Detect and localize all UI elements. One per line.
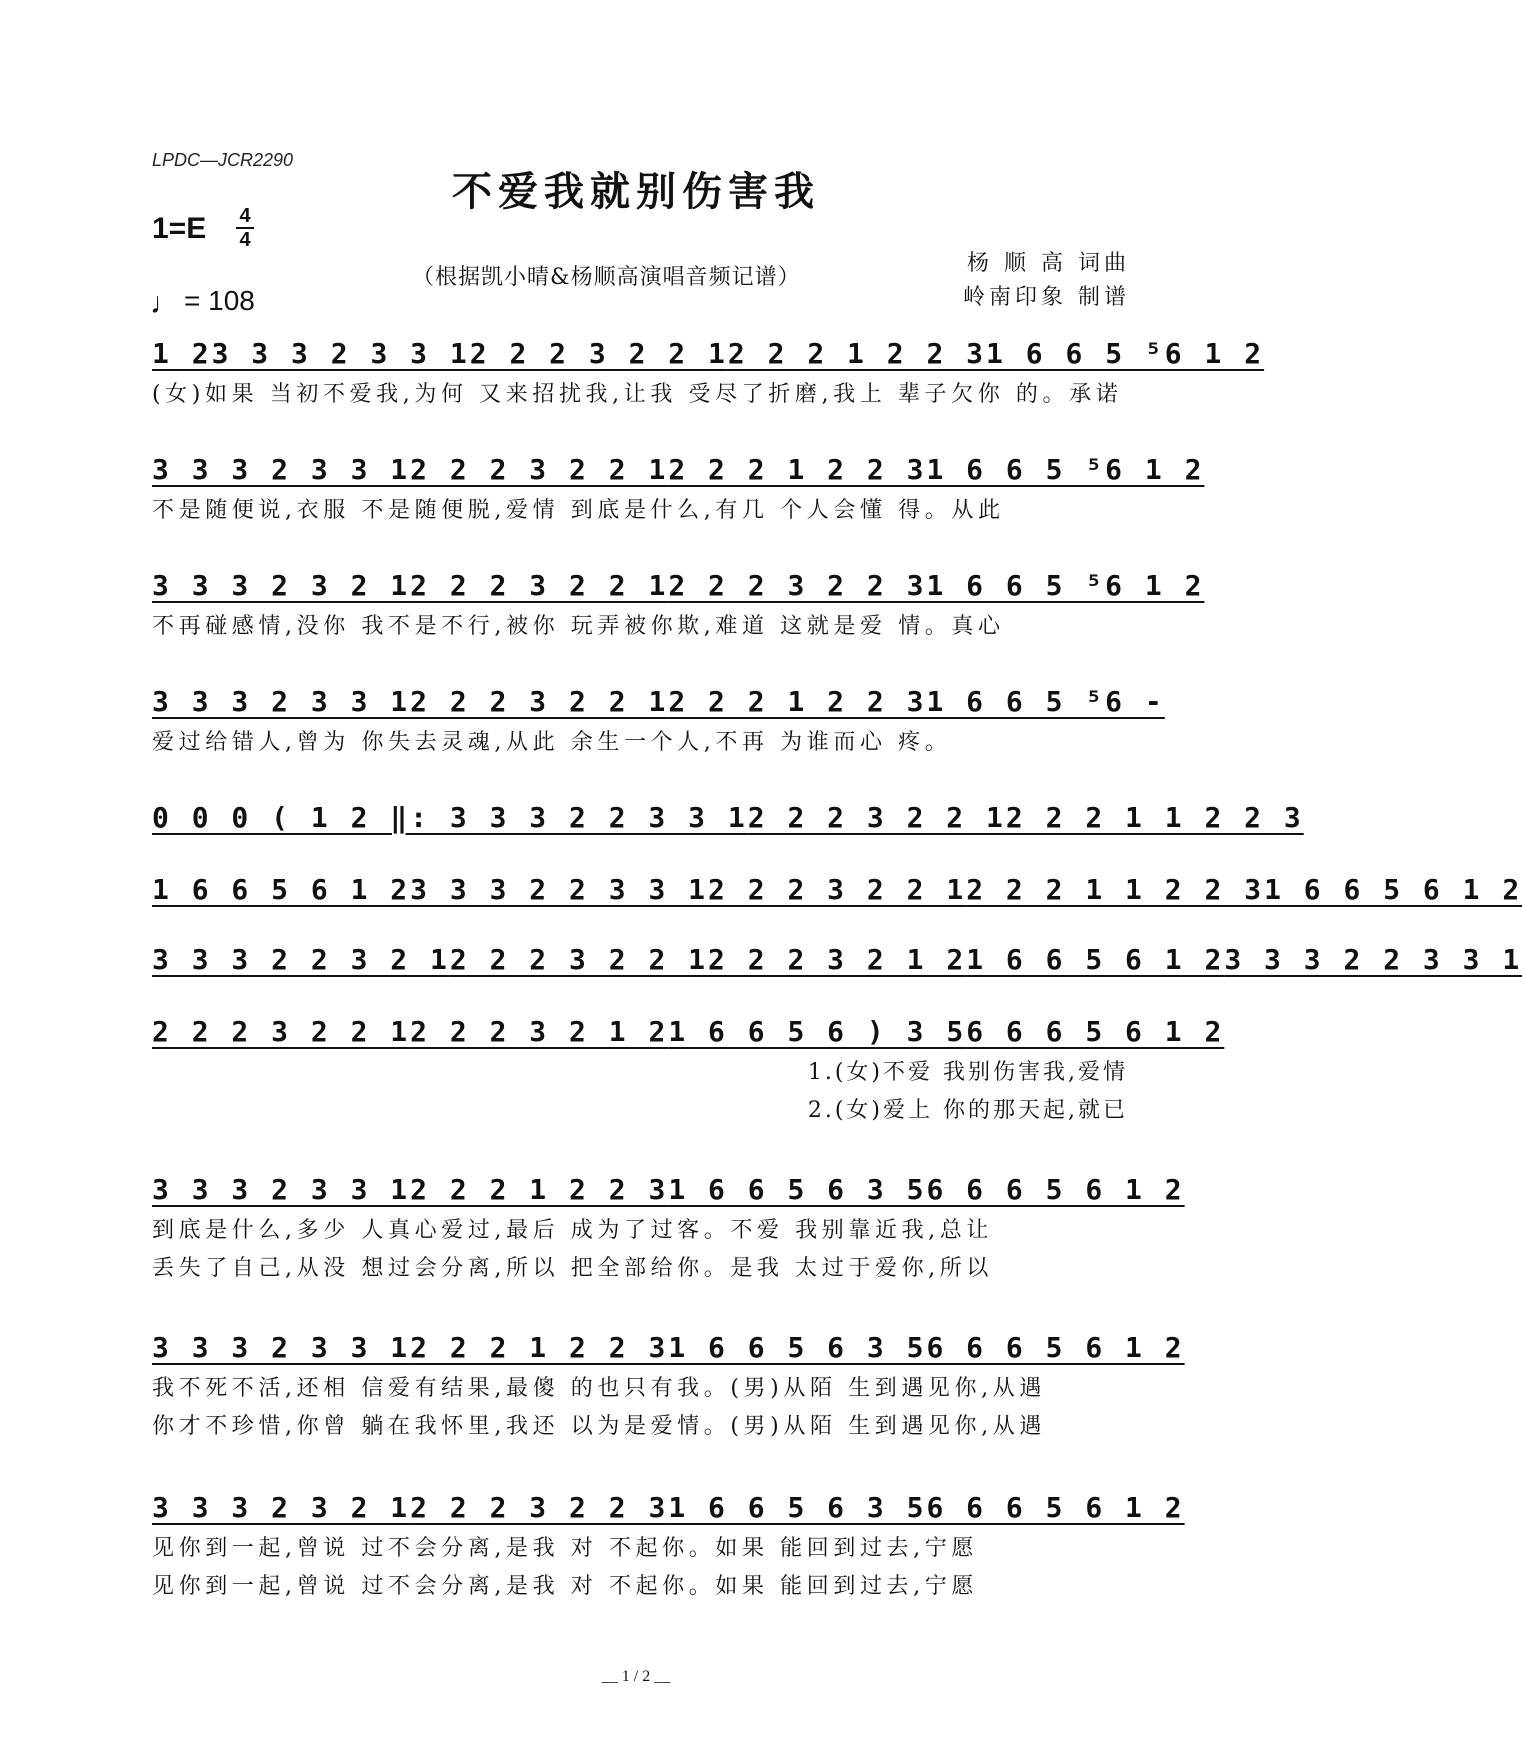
lyric-line: 见你到一起,曾说 过不会分离,是我 对 不起你。如果 能回到过去,宁愿 bbox=[152, 1536, 978, 1561]
measure: 1 6 6 5 6 1 2 bbox=[1264, 872, 1522, 906]
lyric-line: 见你到一起,曾说 过不会分离,是我 对 不起你。如果 能回到过去,宁愿 bbox=[152, 1574, 978, 1599]
measure: 3 3 3 2 2 3 3 1 bbox=[410, 872, 709, 906]
notation-line bbox=[152, 1008, 1225, 1054]
score-system bbox=[152, 1484, 1185, 1606]
lyric-line: 你才不珍惜,你曾 躺在我怀里,我还 以为是爱情。(男)从陌 生到遇见你,从遇 bbox=[152, 1414, 1046, 1439]
measure: 1 6 6 5 ⁵6 1 2 bbox=[926, 568, 1205, 602]
measure: 3 3 3 2 3 3 1 bbox=[152, 1330, 411, 1364]
lyric-line: 不是随便说,衣服 不是随便脱,爱情 到底是什么,有几 个人会懂 得。从此 bbox=[152, 498, 1005, 523]
lyric-line: 丢失了自己,从没 想过会分离,所以 把全部给你。是我 太过于爱你,所以 bbox=[152, 1256, 993, 1281]
meter-bottom: 4 bbox=[239, 229, 251, 251]
song-title: 不爱我就别伤害我 bbox=[452, 168, 820, 215]
score-system bbox=[152, 1324, 1185, 1446]
subtitle: （根据凯小晴&杨顺高演唱音频记谱） bbox=[412, 265, 801, 290]
measure: 3 3 3 2 3 2 1 bbox=[152, 1490, 411, 1524]
credit-lyrics: 杨 顺 高 词曲 bbox=[967, 251, 1130, 276]
measure: 2 2 2 3 2 2 3 bbox=[668, 568, 927, 602]
measure: 3 3 3 2 3 3 1 bbox=[211, 336, 470, 370]
notation-line bbox=[152, 936, 1522, 982]
score-system bbox=[152, 1008, 1225, 1130]
measure: 2 2 2 3 2 2 1 bbox=[410, 452, 669, 486]
measure: 2 2 2 3 2 2 1 bbox=[449, 942, 709, 976]
measure: 3 3 3 2 2 3 3 1 bbox=[1224, 942, 1522, 976]
measure: 2 2 2 3 2 2 1 bbox=[747, 800, 1006, 834]
measure: 2 2 2 1 2 2 3 bbox=[410, 1330, 669, 1364]
credit-score: 岭南印象 制谱 bbox=[963, 285, 1130, 310]
notation-line bbox=[152, 446, 1205, 492]
score-system bbox=[152, 330, 1265, 414]
notation-line bbox=[152, 1166, 1185, 1212]
measure: 2 2 2 3 2 2 3 bbox=[410, 1490, 669, 1524]
measure: 6 6 6 5 6 1 2 bbox=[926, 1172, 1185, 1206]
score-system bbox=[152, 678, 1165, 762]
notation-line bbox=[152, 678, 1165, 724]
measure: 2 2 2 3 2 2 1 bbox=[410, 568, 669, 602]
measure: 2 2 2 1 1 2 2 3 bbox=[1005, 800, 1304, 834]
measure: 3 3 3 2 3 2 1 bbox=[152, 568, 411, 602]
measure: 2 2 2 3 2 1 2 bbox=[708, 942, 967, 976]
tempo-value: = 108 bbox=[184, 285, 255, 316]
measure: 6 6 6 5 6 1 2 bbox=[966, 1014, 1225, 1048]
measure: 2 2 2 1 1 2 2 3 bbox=[966, 872, 1265, 906]
notation-line bbox=[152, 562, 1205, 608]
measure: 2 2 2 3 2 1 2 bbox=[410, 1014, 669, 1048]
measure: 2 2 2 3 2 2 1 bbox=[410, 684, 669, 718]
measure: 1 2 bbox=[152, 336, 212, 370]
score-system bbox=[152, 794, 1304, 840]
measure: 3 3 3 2 3 3 1 bbox=[152, 684, 411, 718]
meter-top: 4 bbox=[239, 205, 251, 227]
page-number: __ 1 / 2 __ bbox=[601, 1668, 671, 1685]
measure: 0 0 0 ( 1 2 ‖: 3 3 3 2 2 3 3 1 bbox=[152, 800, 748, 834]
score-system bbox=[152, 446, 1205, 530]
measure: 1 6 6 5 6 3 5 bbox=[668, 1330, 927, 1364]
lyric-line: 1.(女)不爱 我别伤害我,爱情 bbox=[807, 1060, 1128, 1085]
measure: 2 2 2 1 2 2 3 bbox=[668, 684, 927, 718]
measure: 1 6 6 5 6 1 2 bbox=[152, 872, 411, 906]
notation-line bbox=[152, 330, 1265, 376]
lyric-line: 2.(女)爱上 你的那天起,就已 bbox=[807, 1098, 1128, 1123]
measure: 6 6 6 5 6 1 2 bbox=[926, 1490, 1185, 1524]
lyric-line: 到底是什么,多少 人真心爱过,最后 成为了过客。不爱 我别靠近我,总让 bbox=[152, 1218, 993, 1243]
key-signature: 1=E bbox=[152, 212, 207, 245]
measure: 1 6 6 5 ⁵6 - bbox=[926, 684, 1165, 718]
measure: 2 2 2 3 2 2 1 bbox=[708, 872, 967, 906]
measure: 2 2 2 3 2 2 1 bbox=[152, 1014, 411, 1048]
measure: 6 6 6 5 6 1 2 bbox=[926, 1330, 1185, 1364]
score-system bbox=[152, 562, 1205, 646]
measure: 2 2 2 1 2 2 3 bbox=[668, 452, 927, 486]
lyric-line: 爱过给错人,曾为 你失去灵魂,从此 余生一个人,不再 为谁而心 疼。 bbox=[152, 730, 952, 755]
quarter-note-icon: ♩ bbox=[150, 287, 180, 320]
measure: 1 6 6 5 6 3 5 bbox=[668, 1172, 927, 1206]
score-system bbox=[152, 1166, 1185, 1288]
notation-line bbox=[152, 1484, 1185, 1530]
measure: 1 6 6 5 6 3 5 bbox=[668, 1490, 927, 1524]
measure: 1 6 6 5 ⁵6 1 2 bbox=[926, 452, 1205, 486]
notation-line bbox=[152, 1324, 1185, 1370]
measure: 2 2 2 1 2 2 3 bbox=[410, 1172, 669, 1206]
score-system bbox=[152, 936, 1522, 982]
measure: 2 2 2 1 2 2 3 bbox=[727, 336, 987, 370]
measure: 3 3 3 2 3 3 1 bbox=[152, 1172, 411, 1206]
measure: 1 6 6 5 6 1 2 bbox=[966, 942, 1225, 976]
measure: 1 6 6 5 ⁵6 1 2 bbox=[986, 336, 1265, 370]
score-system bbox=[152, 866, 1522, 912]
measure: 3 3 3 2 3 3 1 bbox=[152, 452, 411, 486]
lyric-line: (女)如果 当初不爱我,为何 又来招扰我,让我 受尽了折磨,我上 辈子欠你 的。承诺 bbox=[152, 382, 1123, 407]
tempo-marking bbox=[150, 285, 255, 321]
time-signature bbox=[236, 206, 254, 250]
score-code: LPDC—JCR2290 bbox=[152, 150, 294, 170]
notation-line bbox=[152, 794, 1304, 840]
measure: 1 6 6 5 6 ) 3 5 bbox=[668, 1014, 967, 1048]
lyric-line: 我不死不活,还相 信爱有结果,最傻 的也只有我。(男)从陌 生到遇见你,从遇 bbox=[152, 1376, 1046, 1401]
notation-line bbox=[152, 866, 1522, 912]
measure: 3 3 3 2 2 3 2 1 bbox=[152, 942, 450, 976]
measure: 2 2 2 3 2 2 1 bbox=[469, 336, 728, 370]
lyric-line: 不再碰感情,没你 我不是不行,被你 玩弄被你欺,难道 这就是爱 情。真心 bbox=[152, 614, 1005, 639]
